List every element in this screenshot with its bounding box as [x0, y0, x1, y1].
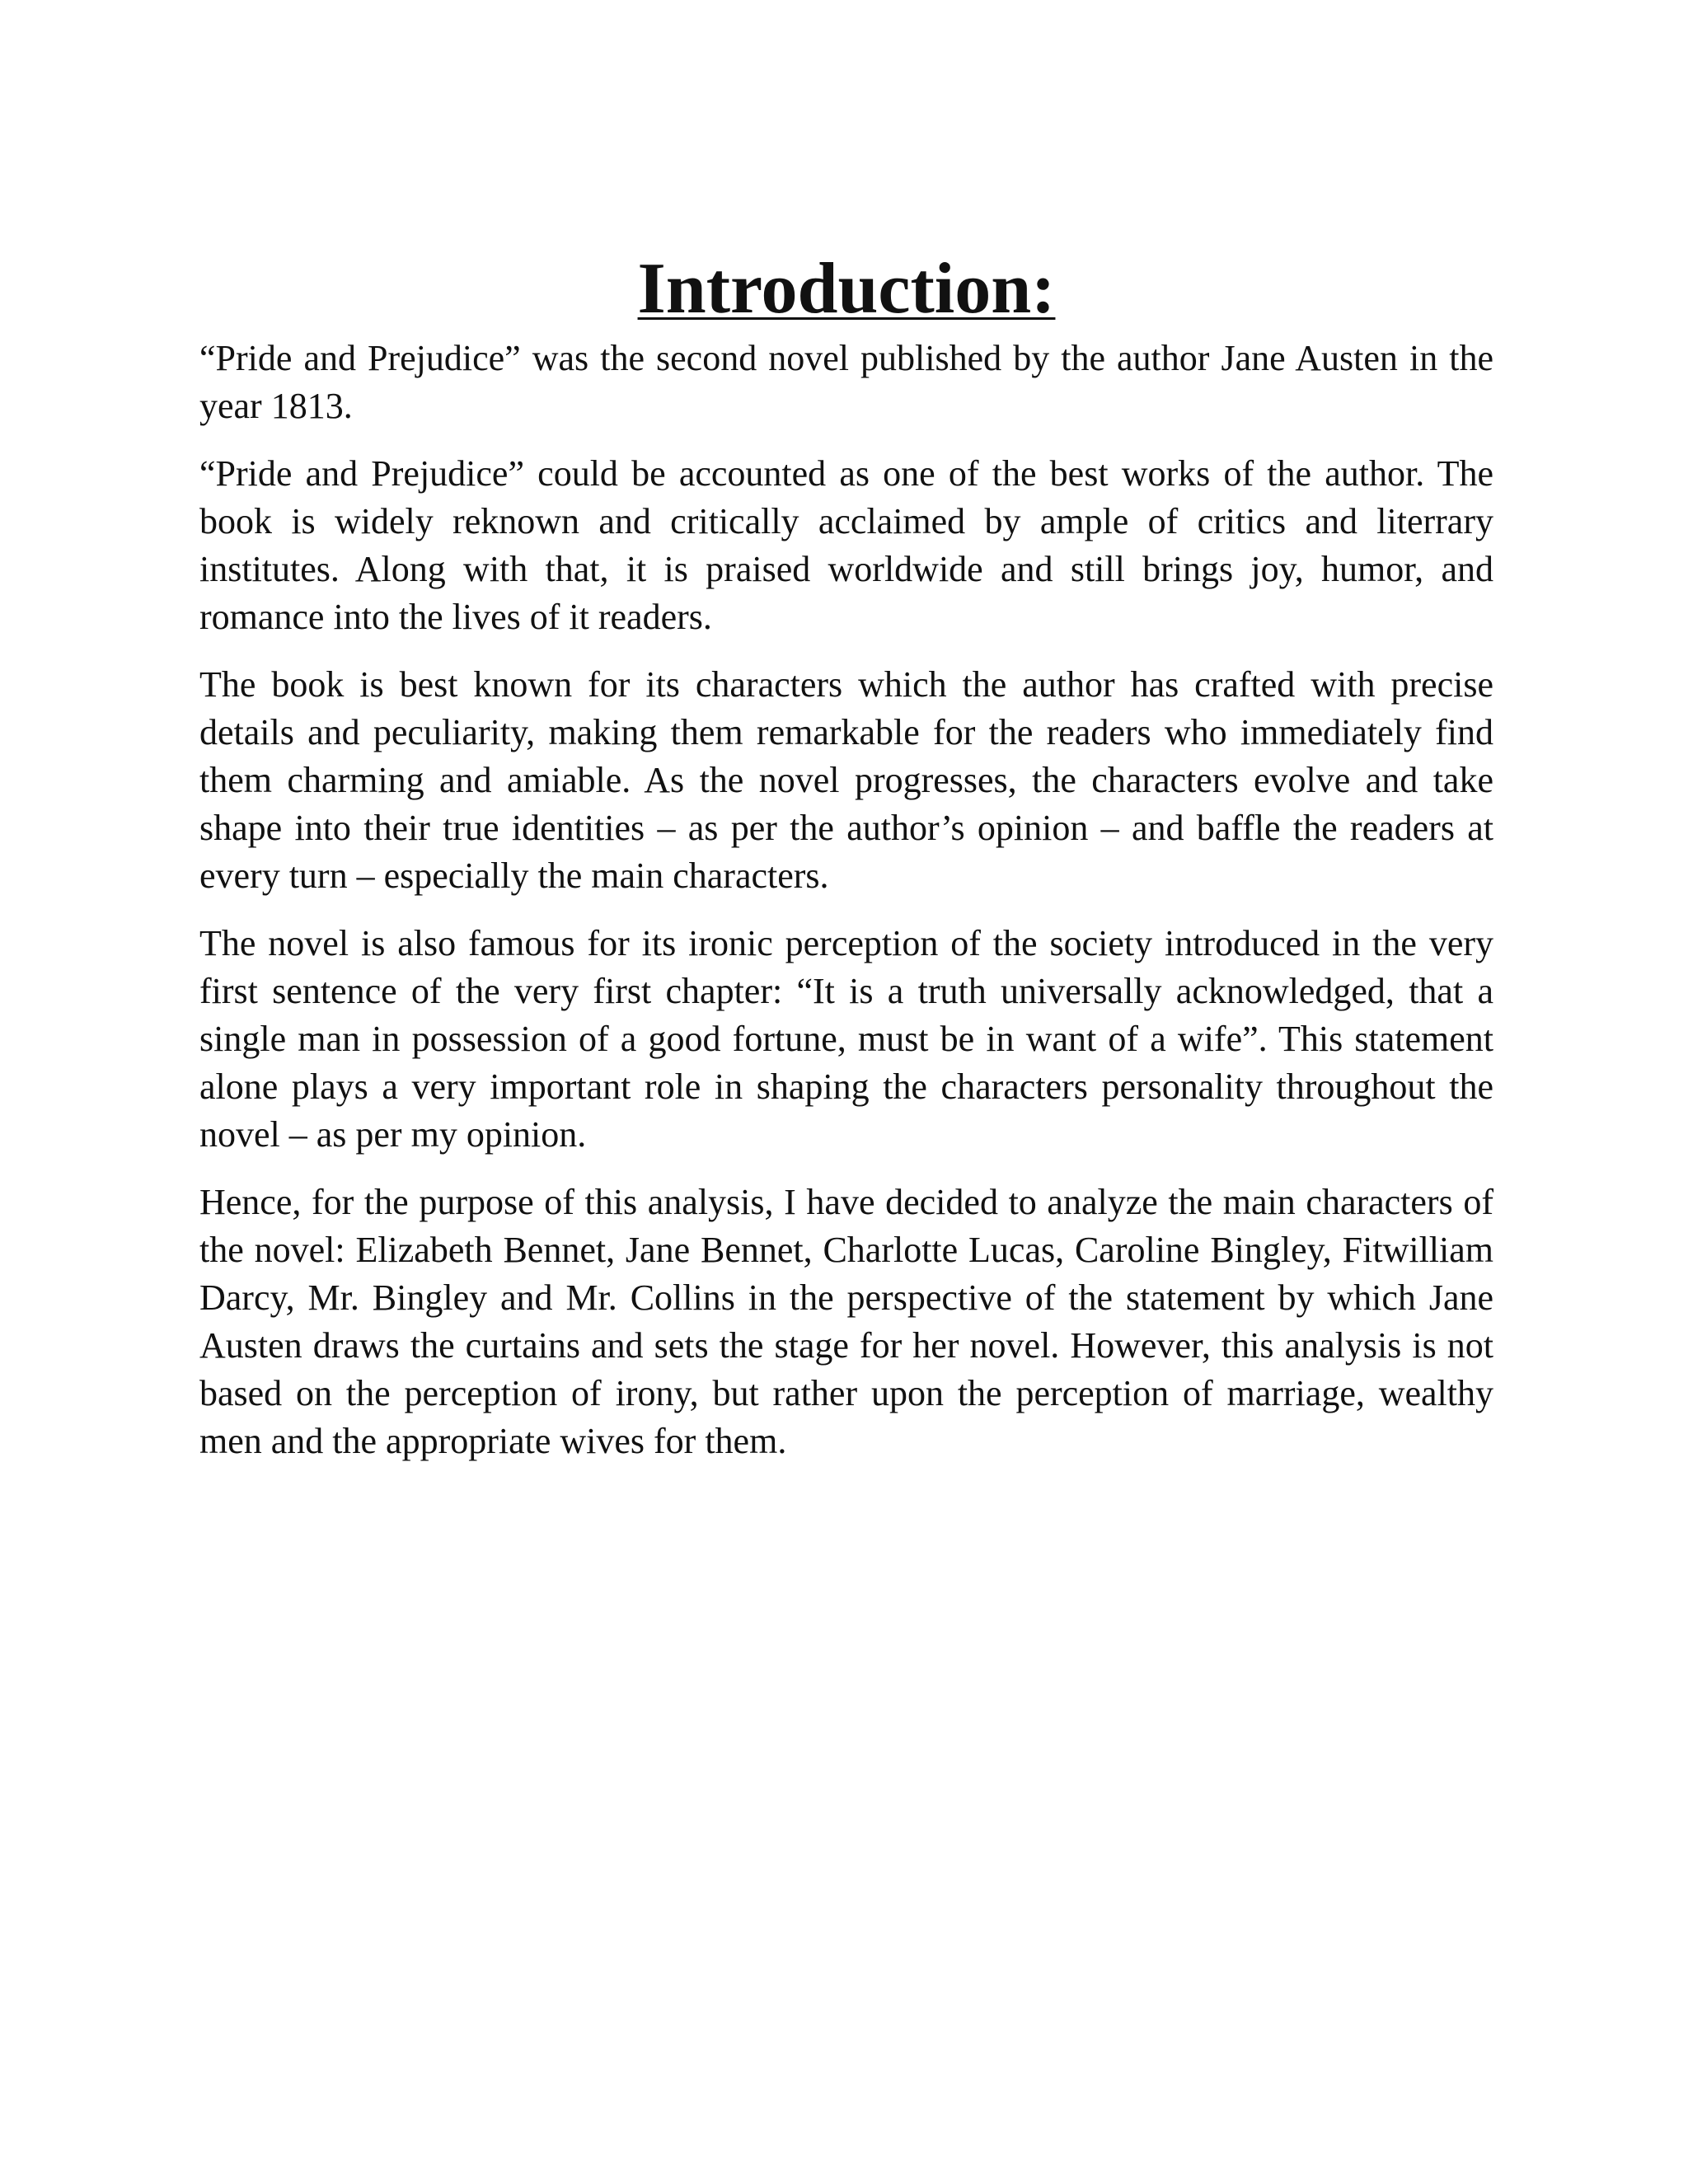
document-body — [199, 249, 1493, 1485]
paragraph-irony: The novel is also famous for its ironic perception of the society introduced in the very first sentence of the very first chapter: “It is a truth universally acknowledged, that a single man in possession of a good fortune, must be in want of a wife”. This statement alone plays a very important role in shaping the characters personality throughout the novel – as per my opinion. — [199, 923, 1493, 1155]
paragraph-publication: “Pride and Prejudice” was the second novel published by the author Jane Austen in the year 1813. — [199, 338, 1493, 426]
section-heading: Introduction: — [637, 249, 1056, 329]
paragraph-acclaim: “Pride and Prejudice” could be accounted as one of the best works of the author. The book is widely reknown and critically acclaimed by ample of critics and literrary institutes. Along with that, it is praised worldwide and still brings joy, humor, and romance into the lives of it readers. — [199, 453, 1493, 637]
paragraph-analysis-purpose: Hence, for the purpose of this analysis, I have decided to analyze the main characters of the novel: Elizabeth Bennet, Jane Bennet, Charlotte Lucas, Caroline Bingley, Fitwilliam Darcy, Mr. Bingley and Mr. Collins in the perspective of the statement by which Jane Austen draws the curtains and sets the stage for her novel. However, this analysis is not based on the perception of irony, but rather upon the perception of marriage, wealthy men and the appropriate wives for them. — [199, 1182, 1493, 1461]
paragraph-characters: The book is best known for its characters which the author has crafted with precise details and peculiarity, making them remarkable for the readers who immediately find them charming and amiable. As the novel progresses, the characters evolve and take shape into their true identities – as per the author’s opinion – and baffle the readers at every turn – especially the main characters. — [199, 664, 1493, 896]
